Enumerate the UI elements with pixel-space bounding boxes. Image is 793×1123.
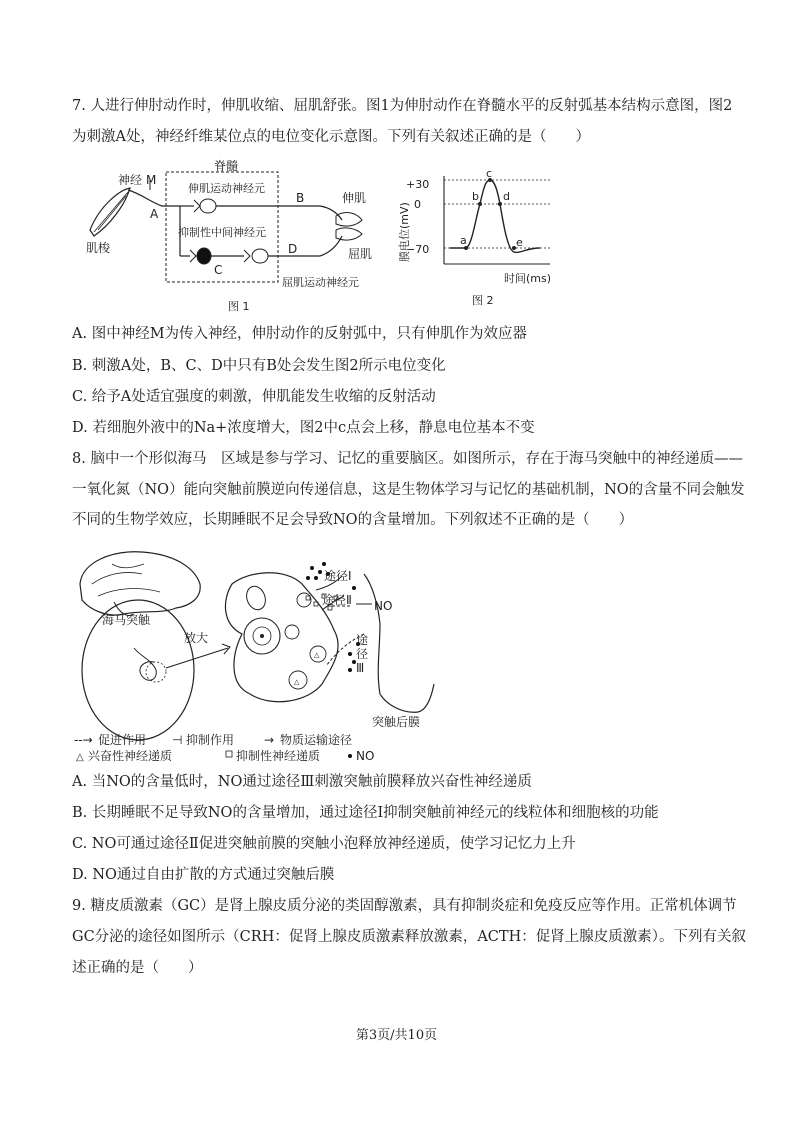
label-pathway-1: 途径Ⅰ: [324, 569, 352, 583]
label-inhibitory-interneuron: 抑制性中间神经元: [178, 226, 266, 239]
label-pathway-3b: 径: [356, 647, 369, 661]
label-pathway-2: 途径Ⅱ: [322, 593, 352, 607]
q8-option-b: B. 长期睡眠不足导致NO的含量增加，通过途径Ⅰ抑制突触前神经元的线粒体和细胞核的功能: [72, 805, 659, 821]
point-d: d: [503, 190, 510, 203]
mitochondrion: [243, 584, 268, 613]
label-pathway-3c: Ⅲ: [356, 661, 365, 675]
q7-option-d: D. 若细胞外液中的Na+浓度增大，图2中c点会上移，静息电位基本不变: [72, 420, 535, 436]
svg-text:△: △: [314, 651, 320, 659]
q7-stem-line1: 7. 人进行伸肘动作时，伸肌收缩、屈肌舒张。图1为伸肘动作在脊髓水平的反射弧基本结构示意图，图2: [72, 98, 733, 114]
q8-figure-hippocampus-synapse: [72, 544, 442, 764]
point-e: e: [516, 236, 523, 249]
figure2-caption: 图 2: [472, 294, 494, 307]
q7-option-a: A. 图中神经M为传入神经，伸肘动作的反射弧中，只有伸肌作为效应器: [72, 326, 528, 342]
postsynaptic-membrane: [364, 574, 434, 712]
label-spinal-cord: 脊髓: [214, 159, 239, 173]
x-axis-label: 时间(ms): [504, 272, 552, 285]
q9-stem-line3: 述正确的是（ ）: [72, 960, 203, 976]
q8-stem-line1: 8. 脑中一个形似海马 区域是参与学习、记忆的重要脑区。如图所示，存在于海马突触中的神经递质——: [72, 451, 743, 467]
brain-outline: [80, 552, 200, 615]
label-postsynaptic-membrane: 突触后膜: [372, 715, 421, 729]
legend-inhibit: 抑制作用: [186, 733, 235, 747]
label-pathway-3a: 途: [356, 633, 369, 647]
point-b: b: [472, 190, 479, 203]
label-no: NO: [374, 599, 393, 613]
q8-option-d: D. NO通过自由扩散的方式通过突触后膜: [72, 867, 335, 883]
figure1-caption: 图 1: [228, 300, 250, 313]
label-extensor: 伸肌: [342, 191, 367, 205]
q7-figure1-reflex-arc: [80, 160, 410, 315]
legend-transport-symbol: →: [264, 733, 275, 747]
page-footer: 第3页/共10页: [355, 1028, 438, 1043]
svg-text:△: △: [294, 678, 300, 686]
tick-plus30: +30: [406, 178, 430, 191]
q7-stem-line2: 为刺激A处，神经纤维某位点的电位变化示意图。下列有关叙述正确的是（ ）: [72, 129, 590, 145]
label-flexor-motor-neuron: 屈肌运动神经元: [282, 276, 359, 289]
legend-excitatory-nt: 兴奋性神经递质: [88, 749, 173, 763]
label-B: B: [296, 191, 305, 205]
q8-stem-line2: 一氧化氮（NO）能向突触前膜逆向传递信息，这是生物体学习与记忆的基础机制，NO的含量不同会触发: [72, 482, 745, 498]
label-M: M: [146, 173, 157, 187]
label-flexor: 屈肌: [348, 247, 373, 261]
q9-stem-line2: GC分泌的途径如图所示（CRH：促肾上腺皮质激素释放激素，ACTH：促肾上腺皮质激素）。下列有关叙: [72, 929, 746, 945]
label-extensor-motor-neuron: 伸肌运动神经元: [188, 182, 265, 195]
label-C: C: [214, 263, 223, 277]
legend-inhib-symbol: [226, 751, 232, 757]
legend-promote: 促进作用: [98, 733, 147, 747]
point-a: a: [460, 234, 467, 247]
label-nerve: 神经: [118, 173, 143, 187]
label-muscle-spindle: 肌梭: [86, 241, 111, 255]
legend-no: NO: [356, 749, 375, 763]
q8-option-c: C. NO可通过途径Ⅱ促进突触前膜的突触小泡释放神经递质，使学习记忆力上升: [72, 836, 576, 852]
q7-option-b: B. 刺激A处，B、C、D中只有B处会发生图2所示电位变化: [72, 358, 446, 374]
label-magnify: 放大: [184, 631, 209, 645]
label-D: D: [288, 242, 298, 256]
tick-minus70: −70: [406, 243, 430, 256]
legend-excit-symbol: △: [76, 752, 84, 763]
q8-stem-line3: 不同的生物学效应，长期睡眠不足会导致NO的含量增加。下列叙述不正确的是（ ）: [72, 512, 634, 528]
q9-stem-line1: 9. 糖皮质激素（GC）是肾上腺皮质分泌的类固醇激素，具有抑制炎症和免疫反应等作用。正常机体调节: [72, 898, 737, 914]
y-axis-label: 膜电位(mV): [398, 202, 411, 262]
q8-option-a: A. 当NO的含量低时，NO通过途径Ⅲ刺激突触前膜释放兴奋性神经递质: [72, 774, 532, 790]
label-A: A: [150, 207, 159, 221]
tick-zero: 0: [414, 198, 421, 211]
legend-inhibit-symbol: ⊣: [172, 733, 183, 747]
point-c: c: [486, 167, 493, 180]
legend-promote-symbol: --→: [74, 733, 93, 747]
legend-transport: 物质运输途径: [280, 733, 353, 747]
label-hippocampal-synapse: 海马突触: [102, 613, 151, 627]
q7-option-c: C. 给予A处适宜强度的刺激，伸肌能发生收缩的反射活动: [72, 389, 436, 405]
q7-figure2-potential-curve: [400, 166, 570, 314]
muscle-spindle-shape: [90, 188, 130, 236]
legend-inhibitory-nt: 抑制性神经递质: [236, 749, 321, 763]
legend-no-symbol: [348, 754, 352, 758]
